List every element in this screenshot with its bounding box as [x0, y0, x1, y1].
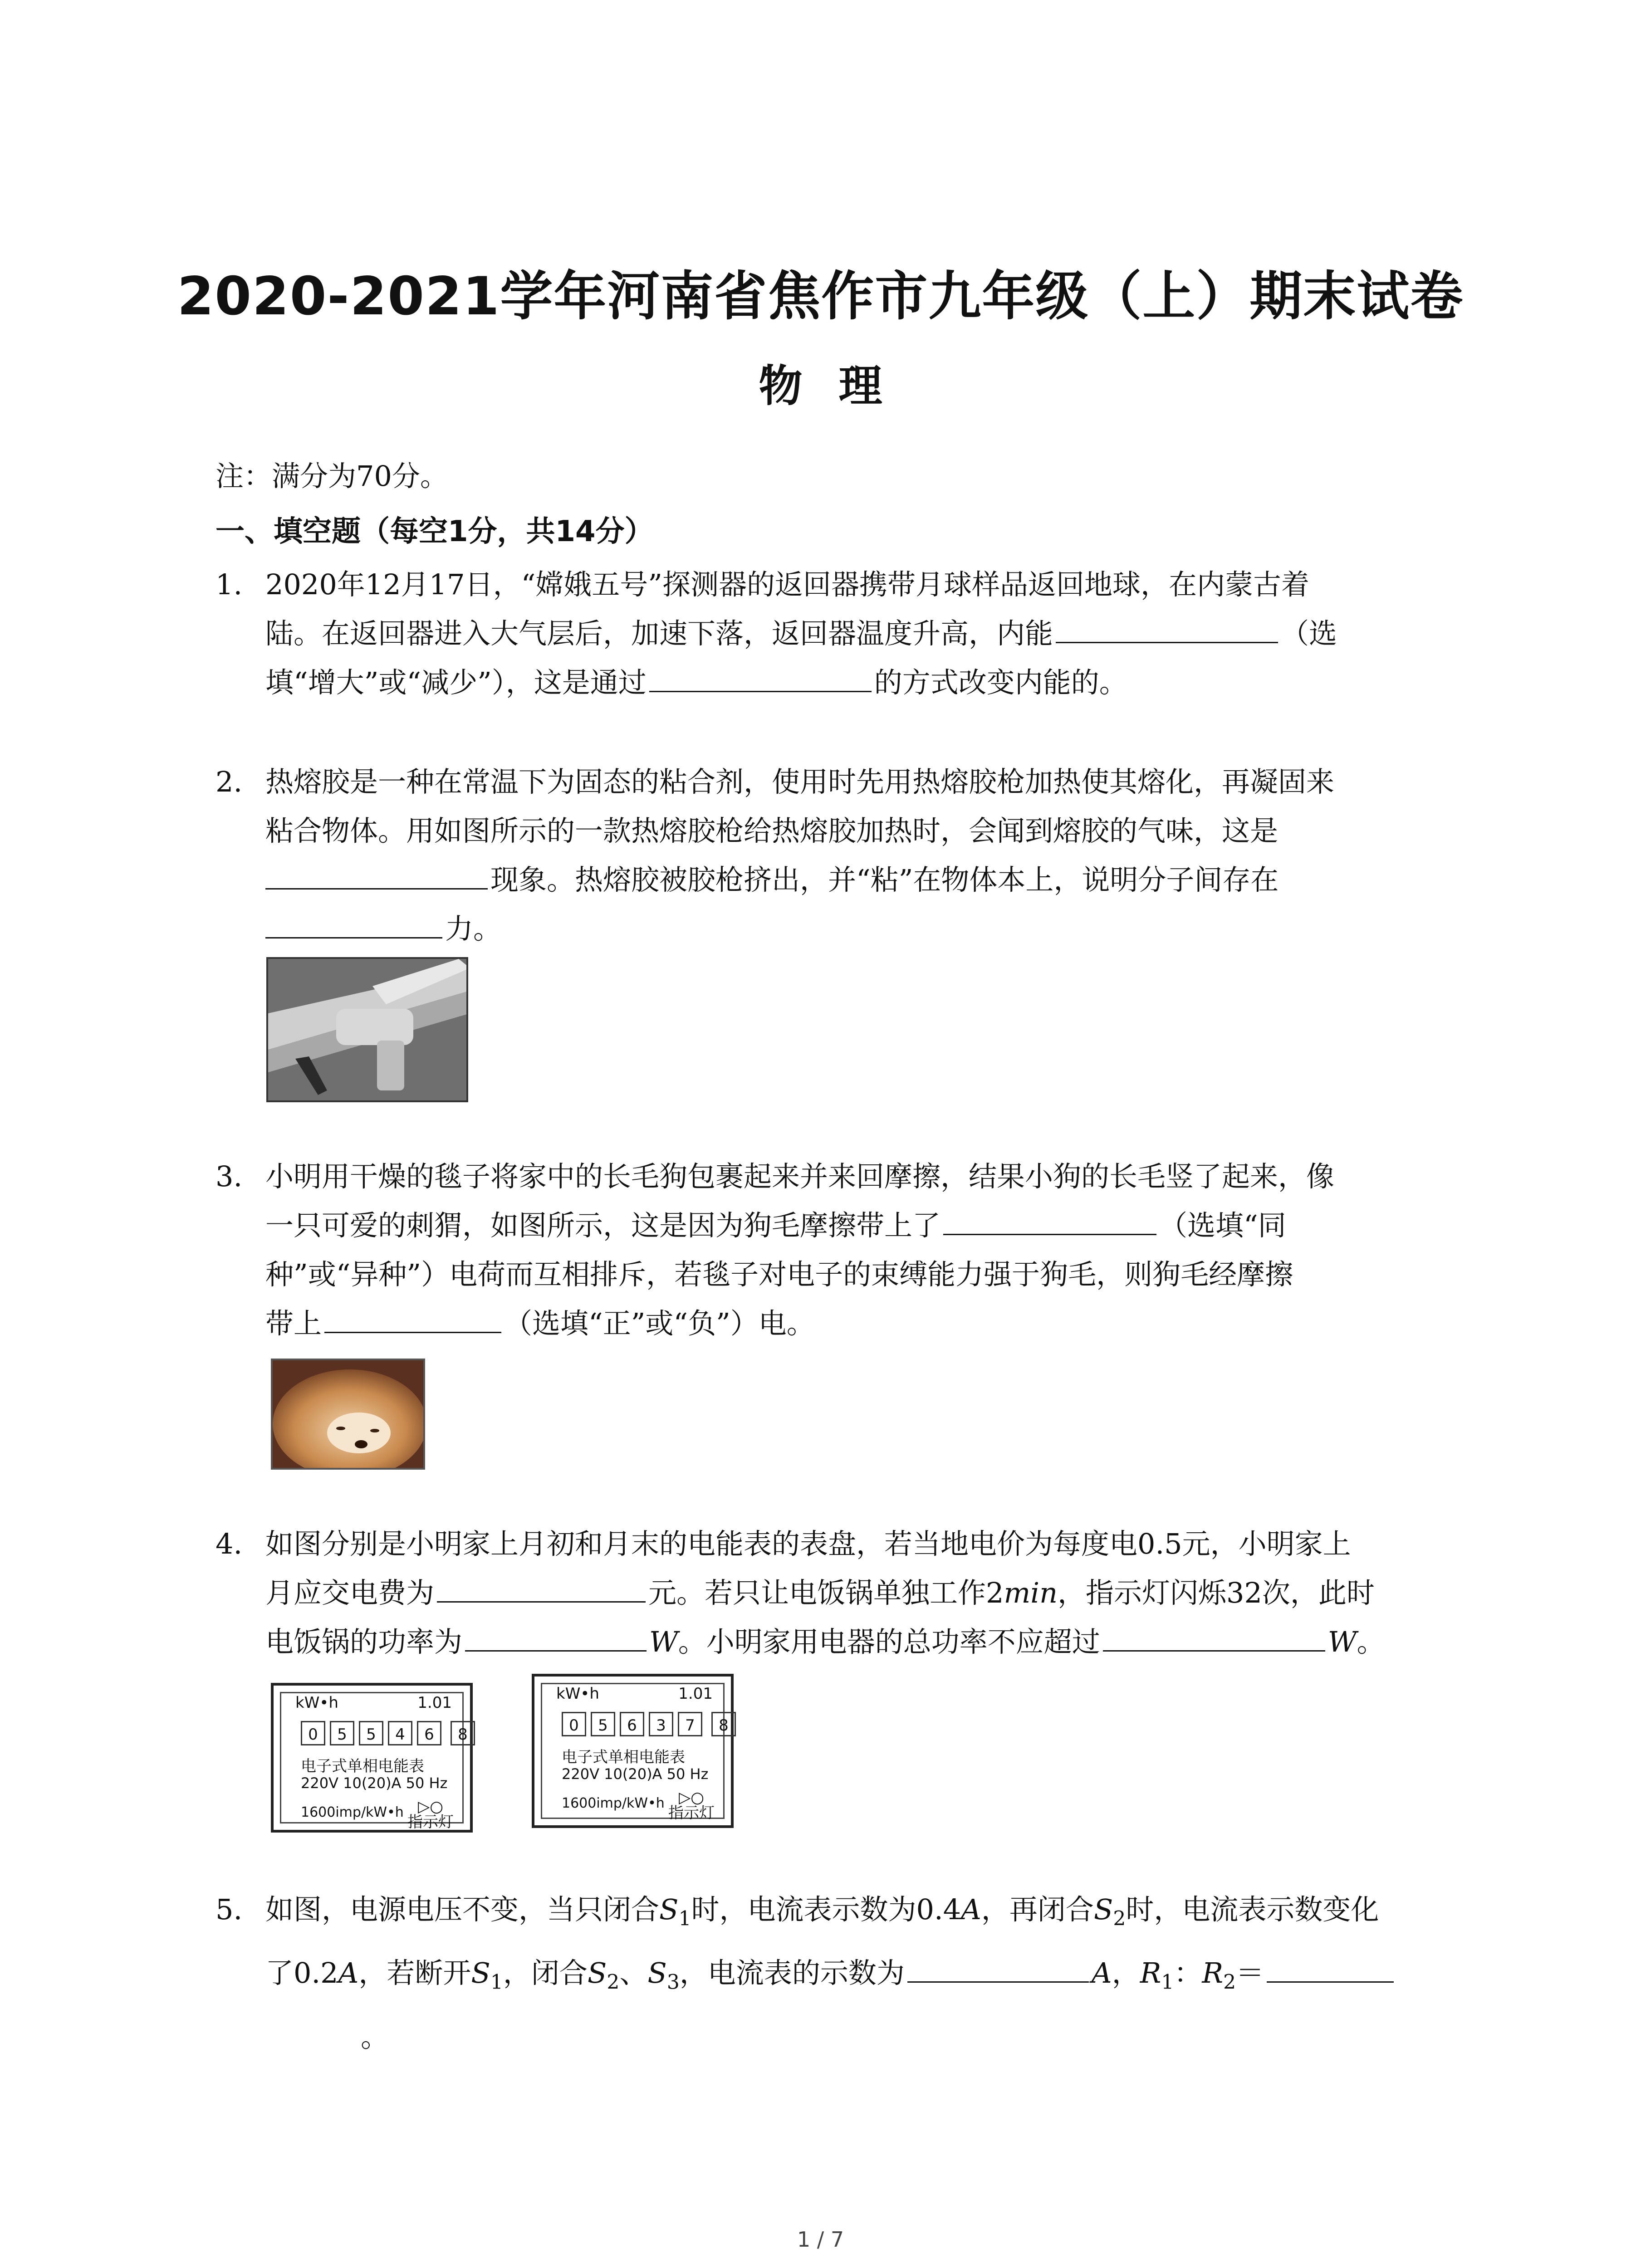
meter-digit: 0 [562, 1712, 586, 1736]
meter-unit: kW•h [556, 1685, 599, 1703]
indicator-icon: ▷○ [679, 1789, 704, 1807]
meter-impulse: 1600imp/kW•h [301, 1804, 404, 1820]
indicator-label: 指示灯 [668, 1804, 715, 1822]
answer-blank[interactable] [324, 1305, 501, 1333]
meter-digit: 4 [388, 1721, 412, 1745]
question-number: 5. [216, 1893, 243, 1926]
answer-blank[interactable] [265, 861, 488, 890]
meter-digit: 6 [620, 1712, 644, 1736]
page-title: 2020-2021学年河南省焦作市九年级（上）期末试卷 [177, 266, 1464, 327]
meter-digit: 5 [330, 1721, 354, 1745]
answer-blank[interactable] [649, 664, 872, 692]
subject-title: 物理 [759, 361, 919, 411]
question-2: 2. 热熔胶是一种在常温下为固态的粘合剂，使用时先用热熔胶枪加热使其熔化，再凝固来 粘合物体。用如图所示的一款热熔胶枪给热熔胶加热时，会闻到熔胶的气味，这是 现象。热熔胶被胶枪挤出，并“粘”在物体本上，说明分子间存在 力。 [216, 758, 1468, 953]
page-number: 1 / 7 [797, 2227, 844, 2252]
indicator-light [407, 1799, 454, 1830]
meter-unit: kW•h [295, 1694, 338, 1712]
question-4: 4. 如图分别是小明家上月初和月末的电能表的表盘，若当地电价为每度电0.5元，小明家上 月应交电费为 元。若只让电饭锅单独工作2min，指示灯闪烁32次，此时 电饭锅的功率为 W。小明家用电器的总功率不应超过 W。 [216, 1520, 1468, 1667]
answer-blank[interactable] [907, 1954, 1089, 1983]
answer-blank[interactable] [437, 1574, 646, 1603]
meter-impulse: 1600imp/kW•h [562, 1795, 665, 1811]
meter-digits [562, 1712, 740, 1736]
score-note: 注：满分为70分。 [216, 459, 448, 493]
meter-name: 电子式单相电能表 [562, 1748, 685, 1766]
question-number: 3. [216, 1160, 243, 1193]
meter-spec: 220V 10(20)A 50 Hz [301, 1774, 448, 1792]
meter-digits [301, 1721, 480, 1745]
glue-gun-image [266, 957, 468, 1102]
answer-blank[interactable] [265, 910, 442, 938]
energy-meter-start [271, 1683, 473, 1833]
section-heading: 一、填空题（每空1分，共14分） [216, 515, 654, 548]
meter-digit: 0 [301, 1721, 325, 1745]
answer-blank[interactable] [465, 1623, 647, 1652]
meter-class: 1.01 [678, 1685, 713, 1703]
question-number: 2. [216, 765, 243, 798]
meter-digit: 5 [359, 1721, 383, 1745]
meter-digit: 7 [678, 1712, 702, 1736]
question-1: 1. 2020年12月17日，“嫦娥五号”探测器的返回器携带月球样品返回地球，在内蒙古着 陆。在返回器进入大气层后，加速下落，返回器温度升高，内能 （选 填“增大”或“减少”），这是通过 的方式改变内能的。 [216, 560, 1468, 707]
question-number: 1. [216, 568, 243, 601]
answer-blank[interactable] [943, 1207, 1156, 1235]
meter-digit: 8 [711, 1712, 736, 1736]
question-number: 4. [216, 1527, 243, 1560]
answer-blank[interactable] [1103, 1623, 1325, 1652]
energy-meter-end [532, 1674, 734, 1828]
indicator-light [668, 1790, 715, 1821]
answer-blank[interactable] [1267, 1954, 1394, 1983]
question-5: 5. 如图，电源电压不变，当只闭合$S_1$时，电流表示数为0.4A，再闭合$S_2$时，电流表示数变化 了0.2A，若断开$S_1$，闭合$S_2$、$S_3$，电流表的示数为 A，$R_1$：$R_2=$ 。 [216, 1882, 1468, 2064]
meter-class: 1.01 [417, 1694, 452, 1712]
meter-digit: 6 [417, 1721, 441, 1745]
meter-name: 电子式单相电能表 [301, 1757, 424, 1775]
answer-blank[interactable] [1056, 615, 1278, 643]
dog-image [271, 1359, 425, 1470]
meter-digit: 8 [451, 1721, 475, 1745]
question-3: 3. 小明用干燥的毯子将家中的长毛狗包裹起来并来回摩擦，结果小狗的长毛竖了起来，像 一只可爱的刺猬，如图所示，这是因为狗毛摩擦带上了 （选填“同 种”或“异种”）电荷而互相排斥，若毯子对电子的束缚能力强于狗毛，则狗毛经摩擦 带上 （选填“正”或“负”）电。 [216, 1152, 1468, 1348]
meter-digit: 5 [591, 1712, 615, 1736]
indicator-icon: ▷○ [418, 1798, 443, 1816]
meter-digit: 3 [649, 1712, 673, 1736]
meter-spec: 220V 10(20)A 50 Hz [562, 1765, 709, 1783]
indicator-label: 指示灯 [407, 1813, 454, 1831]
